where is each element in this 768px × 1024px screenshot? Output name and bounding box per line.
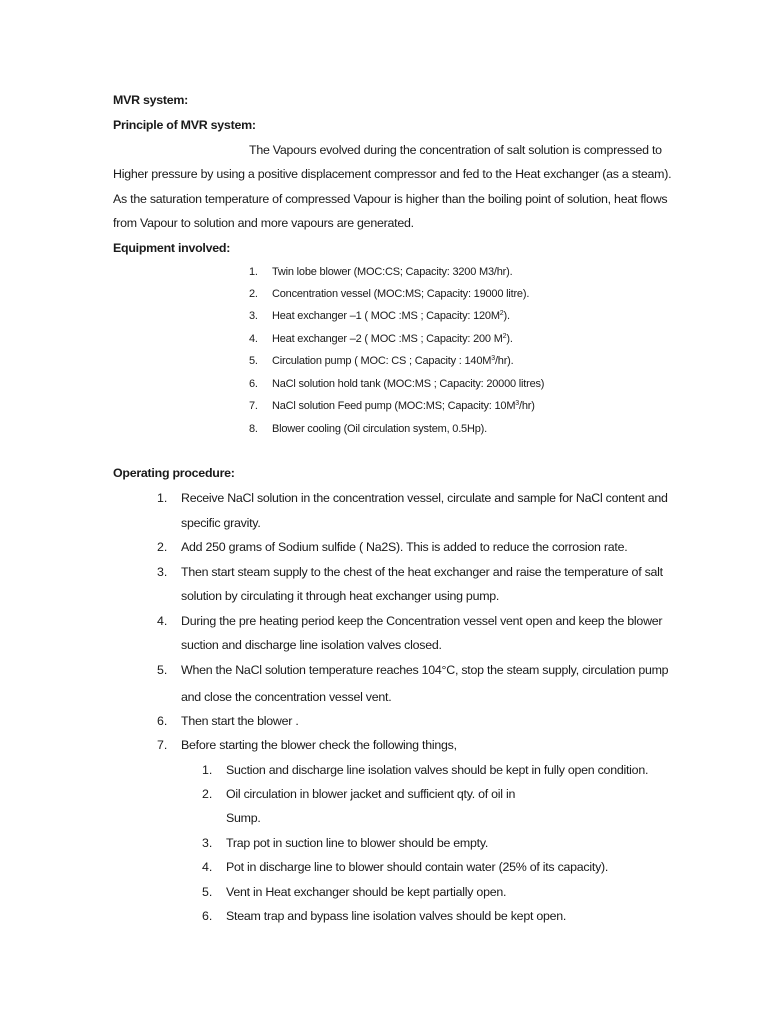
equipment-item: Heat exchanger –2 ( MOC :MS ; Capacity: 200 $M^2$). — [272, 333, 513, 345]
check-line: Pot in discharge line to blower should contain water (25% of its capacity). — [226, 860, 609, 874]
check-number: 6. — [202, 909, 213, 923]
procedure-line: Then start the blower . — [181, 714, 299, 728]
principle-line-2: Higher pressure by using a positive displacement compressor and fed to the Heat exchanger (as a steam). — [113, 167, 672, 181]
equipment-item: Twin lobe blower (MOC:CS; Capacity: 3200 M3/hr). — [272, 266, 513, 278]
heading-operating-procedure: Operating procedure: — [113, 466, 235, 480]
check-line: Suction and discharge line isolation valves should be kept in fully open condition. — [226, 763, 649, 777]
heading-equipment: Equipment involved: — [113, 241, 231, 255]
equipment-number: 5. — [249, 355, 258, 367]
check-line: Oil circulation in blower jacket and sufficient qty. of oil in — [226, 787, 516, 801]
heading-principle: Principle of MVR system: — [113, 118, 256, 132]
equipment-item: NaCl solution Feed pump (MOC:MS; Capacity: $10M^3/hr$) — [272, 400, 535, 412]
procedure-number: 6. — [157, 714, 168, 728]
check-line: Vent in Heat exchanger should be kept partially open. — [226, 885, 507, 899]
procedure-number: 5. — [157, 663, 168, 677]
equipment-number: 6. — [249, 378, 258, 390]
equipment-number: 7. — [249, 400, 258, 412]
equipment-item: Circulation pump ( MOC: CS ; Capacity : $140M^3/hr$). — [272, 355, 514, 367]
procedure-line: During the pre heating period keep the Concentration vessel vent open and keep the blower — [181, 614, 663, 628]
procedure-number: 3. — [157, 565, 168, 579]
principle-line-4: from Vapour to solution and more vapours are generated. — [113, 216, 414, 230]
procedure-line: solution by circulating it through heat exchanger using pump. — [181, 589, 500, 603]
check-line: Trap pot in suction line to blower should be empty. — [226, 836, 489, 850]
check-number: 1. — [202, 763, 213, 777]
procedure-line: Add 250 grams of Sodium sulfide ( Na2S). This is added to reduce the corrosion rate. — [181, 540, 628, 554]
equipment-number: 2. — [249, 288, 258, 300]
check-line: Steam trap and bypass line isolation valves should be kept open. — [226, 909, 567, 923]
check-number: 5. — [202, 885, 213, 899]
check-line: Sump. — [226, 811, 261, 825]
procedure-number: 7. — [157, 738, 168, 752]
procedure-line: Then start steam supply to the chest of the heat exchanger and raise the temperature of salt — [181, 565, 663, 579]
procedure-line: When the NaCl solution temperature reaches 104°C, stop the steam supply, circulation pump — [181, 663, 669, 677]
procedure-line: specific gravity. — [181, 516, 261, 530]
equipment-number: 1. — [249, 266, 258, 278]
principle-line-3: As the saturation temperature of compressed Vapour is higher than the boiling point of solution, heat flows — [113, 192, 668, 206]
equipment-item: NaCl solution hold tank (MOC:MS ; Capacity: 20000 litres) — [272, 378, 545, 390]
procedure-number: 2. — [157, 540, 168, 554]
check-number: 2. — [202, 787, 213, 801]
check-number: 3. — [202, 836, 213, 850]
equipment-number: 4. — [249, 333, 258, 345]
equipment-number: 3. — [249, 310, 258, 322]
equipment-item: Heat exchanger –1 ( MOC :MS ; Capacity: $120M^2$). — [272, 310, 510, 322]
procedure-number: 4. — [157, 614, 168, 628]
procedure-line: and close the concentration vessel vent. — [181, 690, 392, 704]
procedure-line: suction and discharge line isolation valves closed. — [181, 638, 442, 652]
equipment-item: Blower cooling (Oil circulation system, 0.5Hp). — [272, 423, 487, 435]
procedure-line: Before starting the blower check the following things, — [181, 738, 457, 752]
procedure-line: Receive NaCl solution in the concentration vessel, circulate and sample for NaCl content and — [181, 491, 668, 505]
principle-line-1: The Vapours evolved during the concentration of salt solution is compressed to — [249, 143, 662, 157]
check-number: 4. — [202, 860, 213, 874]
equipment-number: 8. — [249, 423, 258, 435]
procedure-number: 1. — [157, 491, 168, 505]
equipment-item: Concentration vessel (MOC:MS; Capacity: 19000 litre). — [272, 288, 530, 300]
heading-mvr-system: MVR system: — [113, 93, 189, 107]
